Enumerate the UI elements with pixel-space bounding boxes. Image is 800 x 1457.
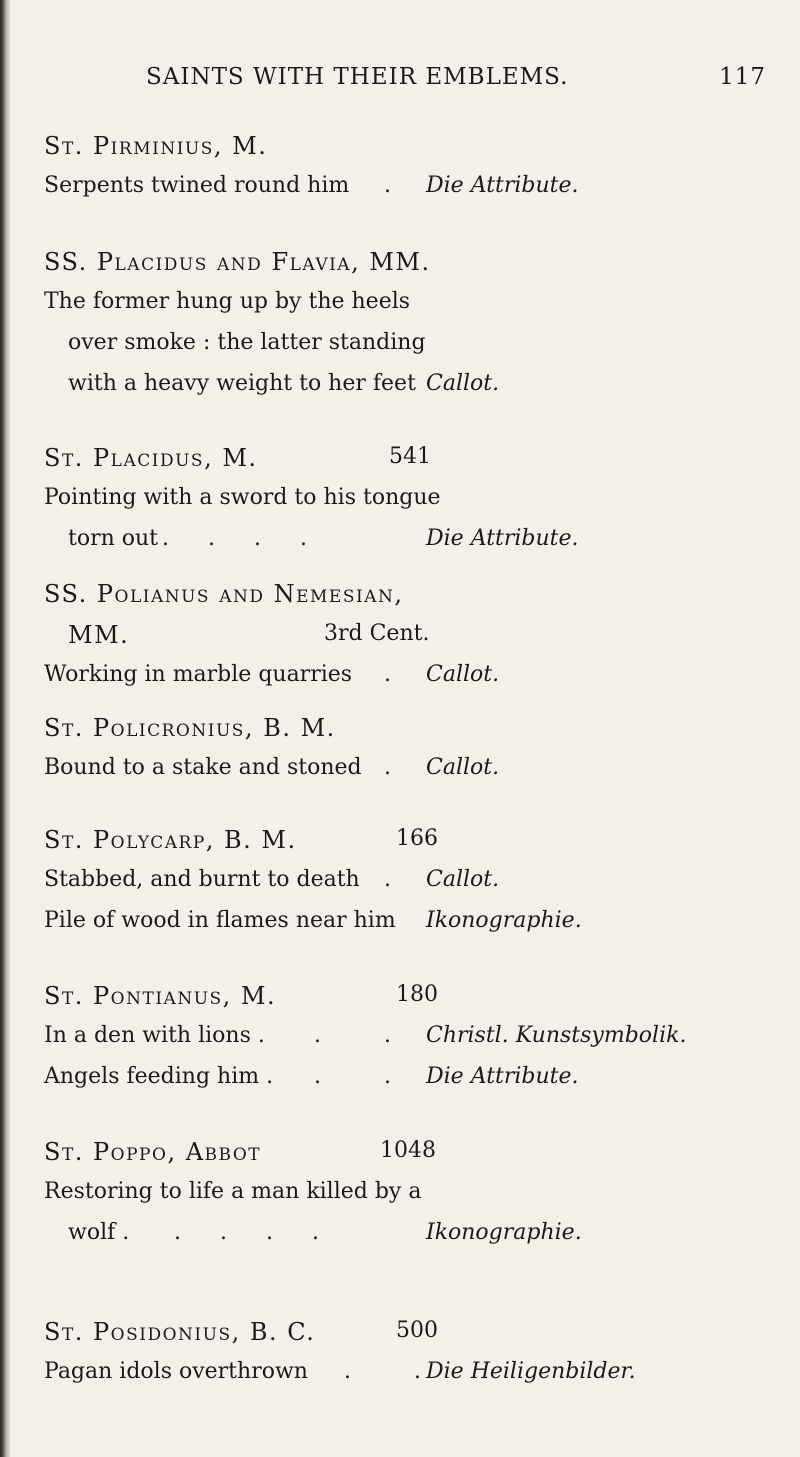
header-title: SAINTS WITH THEIR EMBLEMS. [146,64,569,90]
emblem-text: with a heavy weight to her feet [68,371,416,396]
leader-dots: . . . . [162,526,323,551]
leader-dots: . . [314,1023,419,1048]
saint-name-continued: MM. [68,621,130,649]
saint-entry [44,580,784,703]
saint-name: St. Placidus, M. [44,444,258,472]
emblem-text: Pointing with a sword to his tongue [44,485,441,510]
emblem-text: Pagan idols overthrown [44,1359,308,1384]
source-reference: Christl. Kunstsymbolik. [426,1023,687,1048]
saint-entry [44,714,784,796]
saint-entry [44,982,784,1105]
saint-year: 1048 [380,1138,436,1163]
emblem-text: Angels feeding him . [44,1064,274,1089]
leader-dots: . . [344,1359,449,1384]
leader-dots: . [384,662,391,687]
source-reference: Ikonographie. [426,908,582,933]
emblem-text: Working in marble quarries [44,662,353,687]
emblem-text: The former hung up by the heels [44,289,411,314]
saint-entry [44,1318,784,1400]
saint-name: St. Policronius, B. M. [44,714,336,742]
saint-entry [44,444,784,567]
saint-year: 500 [396,1318,438,1343]
leader-dots: . . . . [174,1220,335,1245]
running-header [146,64,766,90]
saint-name: St. Polycarp, B. M. [44,826,297,854]
source-reference: Ikonographie. [426,1220,582,1245]
saint-name: St. Posidonius, B. C. [44,1318,316,1346]
emblem-text: In a den with lions . [44,1023,265,1048]
emblem-text: Serpents twined round him [44,173,350,198]
saint-entry [44,1138,784,1261]
leader-dots: . [384,867,391,892]
emblem-text: over smoke : the latter standing [68,330,426,355]
saint-name: St. Pirminius, M. [44,132,268,160]
source-reference: Callot. [426,662,500,687]
saint-name: SS. Polianus and Nemesian, [44,580,404,608]
leader-dots: . . [314,1064,419,1089]
saint-name: St. Poppo, Abbot [44,1138,262,1166]
source-reference: Die Attribute. [426,173,579,198]
emblem-text: torn out [68,526,159,551]
page-number: 117 [719,64,766,90]
saint-year: 3rd Cent. [324,621,430,646]
source-reference: Die Attribute. [426,1064,579,1089]
emblem-text: Pile of wood in flames near him [44,908,396,933]
page-binding-edge [0,0,10,1457]
source-reference: Callot. [426,867,500,892]
emblem-text: Bound to a stake and stoned [44,755,362,780]
saint-year: 541 [389,444,431,469]
emblem-text: wolf . [68,1220,130,1245]
source-reference: Callot. [426,371,500,396]
saint-name: St. Pontianus, M. [44,982,277,1010]
saint-year: 166 [396,826,438,851]
saint-entry [44,132,784,214]
saint-year: 180 [396,982,438,1007]
source-reference: Die Attribute. [426,526,579,551]
saint-name: SS. Placidus and Flavia, MM. [44,248,431,276]
source-reference: Die Heiligenbilder. [426,1359,636,1384]
saint-entry [44,826,784,949]
emblem-text: Restoring to life a man killed by a [44,1179,422,1204]
source-reference: Callot. [426,755,500,780]
emblem-text: Stabbed, and burnt to death [44,867,360,892]
saint-entry [44,248,784,412]
leader-dots: . [384,755,391,780]
leader-dots: . [384,173,391,198]
